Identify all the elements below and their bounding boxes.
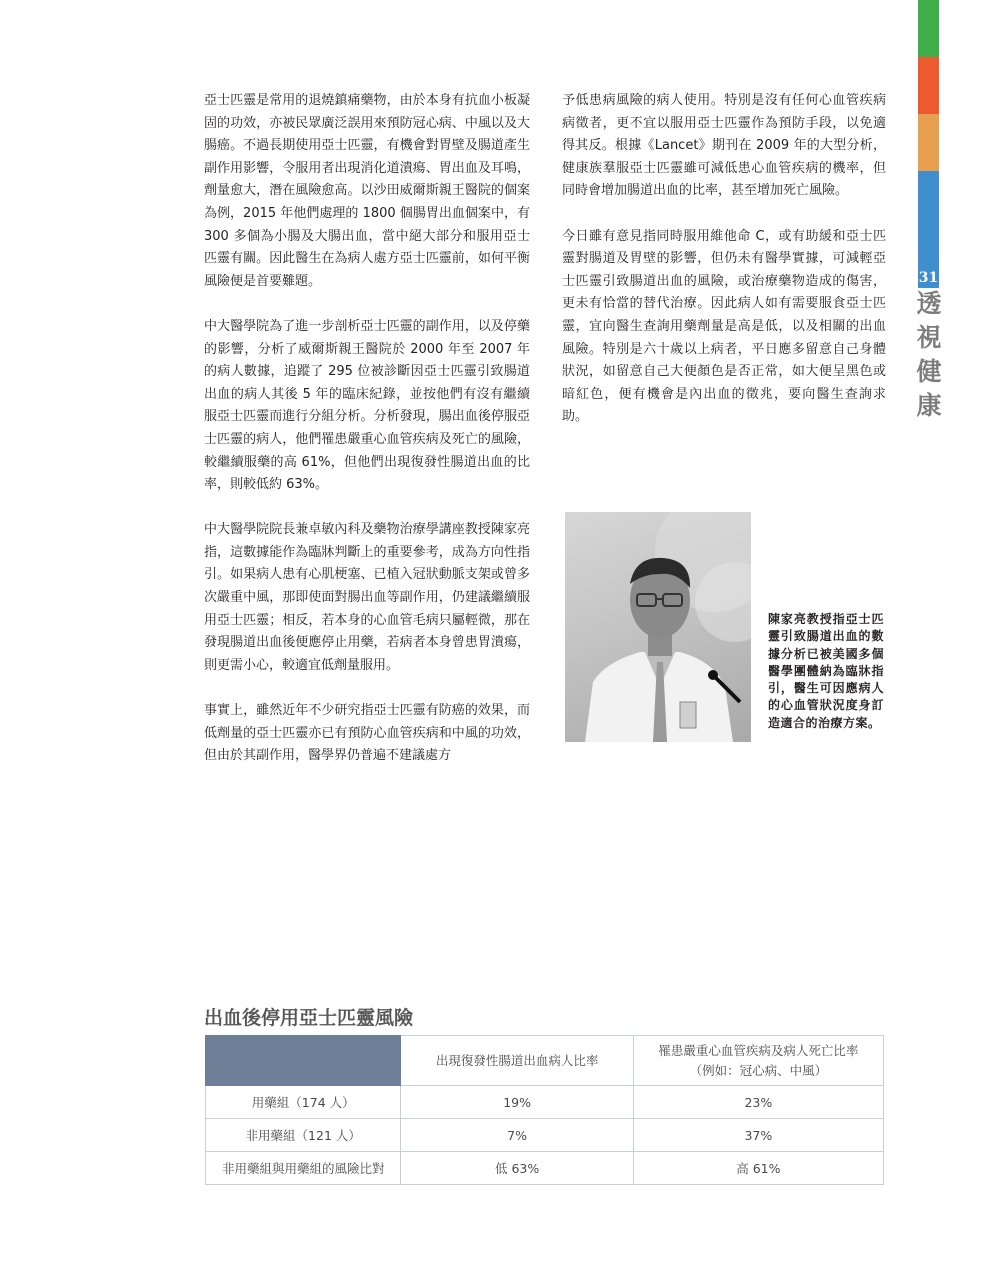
table-row	[206, 1119, 884, 1152]
table-header-cardio-line2: （例如：冠心病、中風）	[689, 1062, 828, 1078]
page-number: 31	[918, 270, 939, 286]
photo-caption: 陳家亮教授指亞士匹靈引致腸道出血的數據分析已被美國多個醫學團體納為臨牀指引，醫生可因應病人的心血管狀況度身訂造適合的治療方案。	[768, 612, 884, 730]
color-tab-red	[918, 57, 939, 114]
section-title-char: 康	[916, 391, 942, 420]
table-cell-rebleed: 19%	[401, 1086, 633, 1119]
table-header-cardio-line1: 罹患嚴重心血管疾病及病人死亡比率	[658, 1042, 859, 1058]
article-paragraph: 今日雖有意見指同時服用維他命 C，或有助緩和亞士匹靈對腸道及胃壁的影響，但仍未有醫學實據，可減輕亞士匹靈引致腸道出血的風險，或治療藥物造成的傷害，更未有恰當的替代治療。因此病人如有需要服食亞士匹靈，宜向醫生查詢用藥劑量是高是低，以及相關的出血風險。特別是六十歲以上病者，平日應多留意自己身體狀況，如留意自己大便顏色是否正常，如大便呈黑色或暗紅色，便有機會是內出血的徵兆，要向醫生查詢求助。	[562, 228, 886, 425]
article-paragraph: 事實上，雖然近年不少研究指亞士匹靈有防癌的效果，而低劑量的亞士匹靈亦已有預防心血管疾病和中風的功效，但由於其副作用，醫學界仍普遍不建議處方	[204, 703, 530, 764]
article-paragraph: 予低患病風險的病人使用。特別是沒有任何心血管疾病病徵者，更不宜以服用亞士匹靈作為預防手段，以免適得其反。根據《Lancet》期刊在 2009 年的大型分析，健康族羣服亞士匹靈雖可減低患心血管疾病的機率，但同時會增加腸道出血的比率，甚至增加死亡風險。	[562, 93, 886, 199]
table-cell-rebleed: 低 63%	[401, 1152, 633, 1185]
table-title: 出血後停用亞士匹靈風險	[204, 1007, 414, 1029]
article-paragraph: 亞士匹靈是常用的退燒鎮痛藥物，由於本身有抗血小板凝固的功效，亦被民眾廣泛誤用來預防冠心病、中風以及大腸癌。不過長期使用亞士匹靈，有機會對胃壁及腸道產生副作用影響，令服用者出現消化道潰瘍、胃出血及耳鳴，劑量愈大，潛在風險愈高。以沙田威爾斯親王醫院的個案為例，2015 年他們處理的 1800 個腸胃出血個案中，有 300 多個為小腸及大腸出血，當中絕大部分和服用亞士匹靈有關。因此醫生在為病人處方亞士匹靈前，如何平衡風險便是首要難題。	[204, 93, 530, 289]
color-tab-green	[918, 0, 939, 57]
color-tab-orange	[918, 114, 939, 171]
table-row	[206, 1086, 884, 1119]
section-title-char: 透	[916, 289, 942, 318]
section-title-char: 健	[916, 357, 942, 386]
table-header-blank	[206, 1036, 401, 1086]
table-row	[206, 1152, 884, 1185]
table-cell-cardio: 23%	[633, 1086, 883, 1119]
table-cell-group: 非用藥組（121 人）	[206, 1119, 401, 1152]
section-title	[916, 287, 942, 423]
table-header-cardio	[633, 1036, 883, 1086]
table-cell-cardio: 高 61%	[633, 1152, 883, 1185]
risk-table	[205, 1035, 884, 1185]
doctor-photo	[565, 512, 751, 742]
article-paragraph: 中大醫學院院長兼卓敏內科及藥物治療學講座教授陳家亮指，這數據能作為臨牀判斷上的重要參考，成為方向性指引。如果病人患有心肌梗塞、已植入冠狀動脈支架或曾多次嚴重中風，那即使面對腸出血等副作用，仍建議繼續服用亞士匹靈；相反，若本身的心血管毛病只屬輕微，那在發現腸道出血後便應停止用藥，若病者本身曾患胃潰瘍，則更需小心，較適宜低劑量服用。	[204, 522, 530, 673]
table-cell-rebleed: 7%	[401, 1119, 633, 1152]
table-header-rebleed: 出現復發性腸道出血病人比率	[401, 1036, 633, 1086]
article-column-right	[562, 90, 886, 452]
table-cell-group: 非用藥組與用藥組的風險比對	[206, 1152, 401, 1185]
table-cell-cardio: 37%	[633, 1119, 883, 1152]
section-title-char: 視	[916, 323, 942, 352]
article-column-left	[204, 90, 530, 790]
table-cell-group: 用藥組（174 人）	[206, 1086, 401, 1119]
article-paragraph: 中大醫學院為了進一步剖析亞士匹靈的副作用，以及停藥的影響，分析了威爾斯親王醫院於 2000 年至 2007 年的病人數據，追蹤了 295 位被診斷因亞士匹靈引致腸道出血的病人其後 5 年的臨床紀錄，並按他們有沒有繼續服亞士匹靈而進行分組分析。分析發現，腸出血後停服亞士匹靈的病人，他們罹患嚴重心血管疾病及死亡的風險，較繼續服藥的高 61%，但他們出現復發性腸道出血的比率，則較低約 63%。	[204, 318, 530, 493]
doctor-photo-illustration	[565, 512, 751, 742]
color-tab-blue	[918, 171, 939, 271]
table-header-row	[206, 1036, 884, 1086]
